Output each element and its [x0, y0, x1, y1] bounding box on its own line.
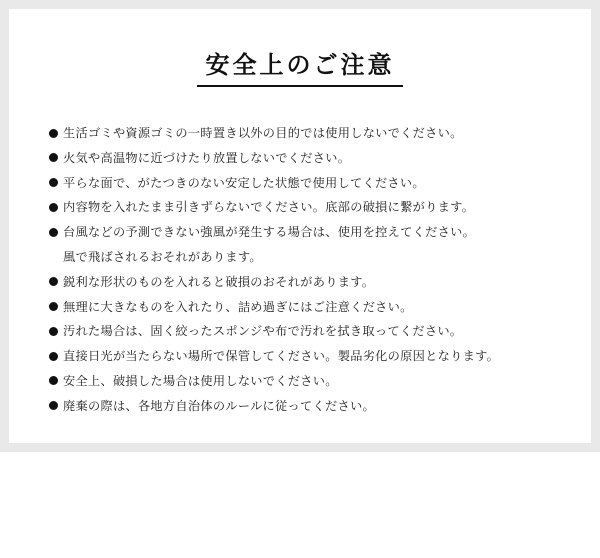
- bullet-icon: [49, 352, 58, 361]
- list-item-text: 廃棄の際は、各地方自治体のルールに従ってください。: [63, 398, 375, 413]
- list-item-text: 無理に大きなものを入れたり、詰め過ぎにはご注意ください。: [63, 299, 413, 314]
- list-item-continuation: [49, 245, 579, 270]
- bullet-icon: [49, 401, 58, 410]
- bullet-icon: [49, 327, 58, 336]
- list-item: [49, 295, 579, 320]
- bullet-icon: [49, 277, 58, 286]
- list-item-text: 火気や高温物に近づけたり放置しないでください。: [63, 150, 351, 165]
- list-item: [49, 220, 579, 245]
- list-item: [49, 369, 579, 394]
- list-item: [49, 270, 579, 295]
- list-item: [49, 394, 579, 419]
- title-block: [9, 49, 591, 87]
- title-underline: [197, 85, 403, 87]
- list-item-text: 平らな面で、がたつきのない安定した状態で使用してください。: [63, 175, 425, 190]
- list-item: [49, 171, 579, 196]
- bullet-icon: [49, 302, 58, 311]
- list-item: [49, 195, 579, 220]
- list-item: [49, 344, 579, 369]
- list-item: [49, 121, 579, 146]
- list-item: [49, 319, 579, 344]
- bullet-icon: [49, 178, 58, 187]
- list-item-text: 汚れた場合は、固く絞ったスポンジや布で汚れを拭き取ってください。: [63, 324, 463, 339]
- list-item-text: 風で飛ばされるおそれがあります。: [63, 249, 262, 264]
- bullet-icon: [49, 129, 58, 138]
- list-item-text: 生活ゴミや資源ゴミの一時置き以外の目的では使用しないでください。: [63, 126, 463, 140]
- page-title: 安全上のご注意: [205, 51, 395, 79]
- list-item-text: 鋭利な形状のものを入れると破損のおそれがあります。: [63, 274, 375, 289]
- list-item: [49, 146, 579, 171]
- bullet-icon: [49, 203, 58, 212]
- bullet-icon: [49, 228, 58, 237]
- bullet-icon: [49, 376, 58, 385]
- list-item-text: 直接日光が当たらない場所で保管してください。製品劣化の原因となります。: [63, 349, 500, 364]
- bullet-icon: [49, 153, 58, 162]
- caution-list: [49, 121, 579, 419]
- list-item-text: 安全上、破損した場合は使用しないでください。: [63, 373, 338, 388]
- list-item-text: 台風などの予測できない強風が発生する場合は、使用を控えてください。: [63, 225, 476, 240]
- list-item-text: 内容物を入れたまま引きずらないでください。底部の破損に繋がります。: [63, 200, 475, 215]
- notice-panel: [9, 9, 591, 443]
